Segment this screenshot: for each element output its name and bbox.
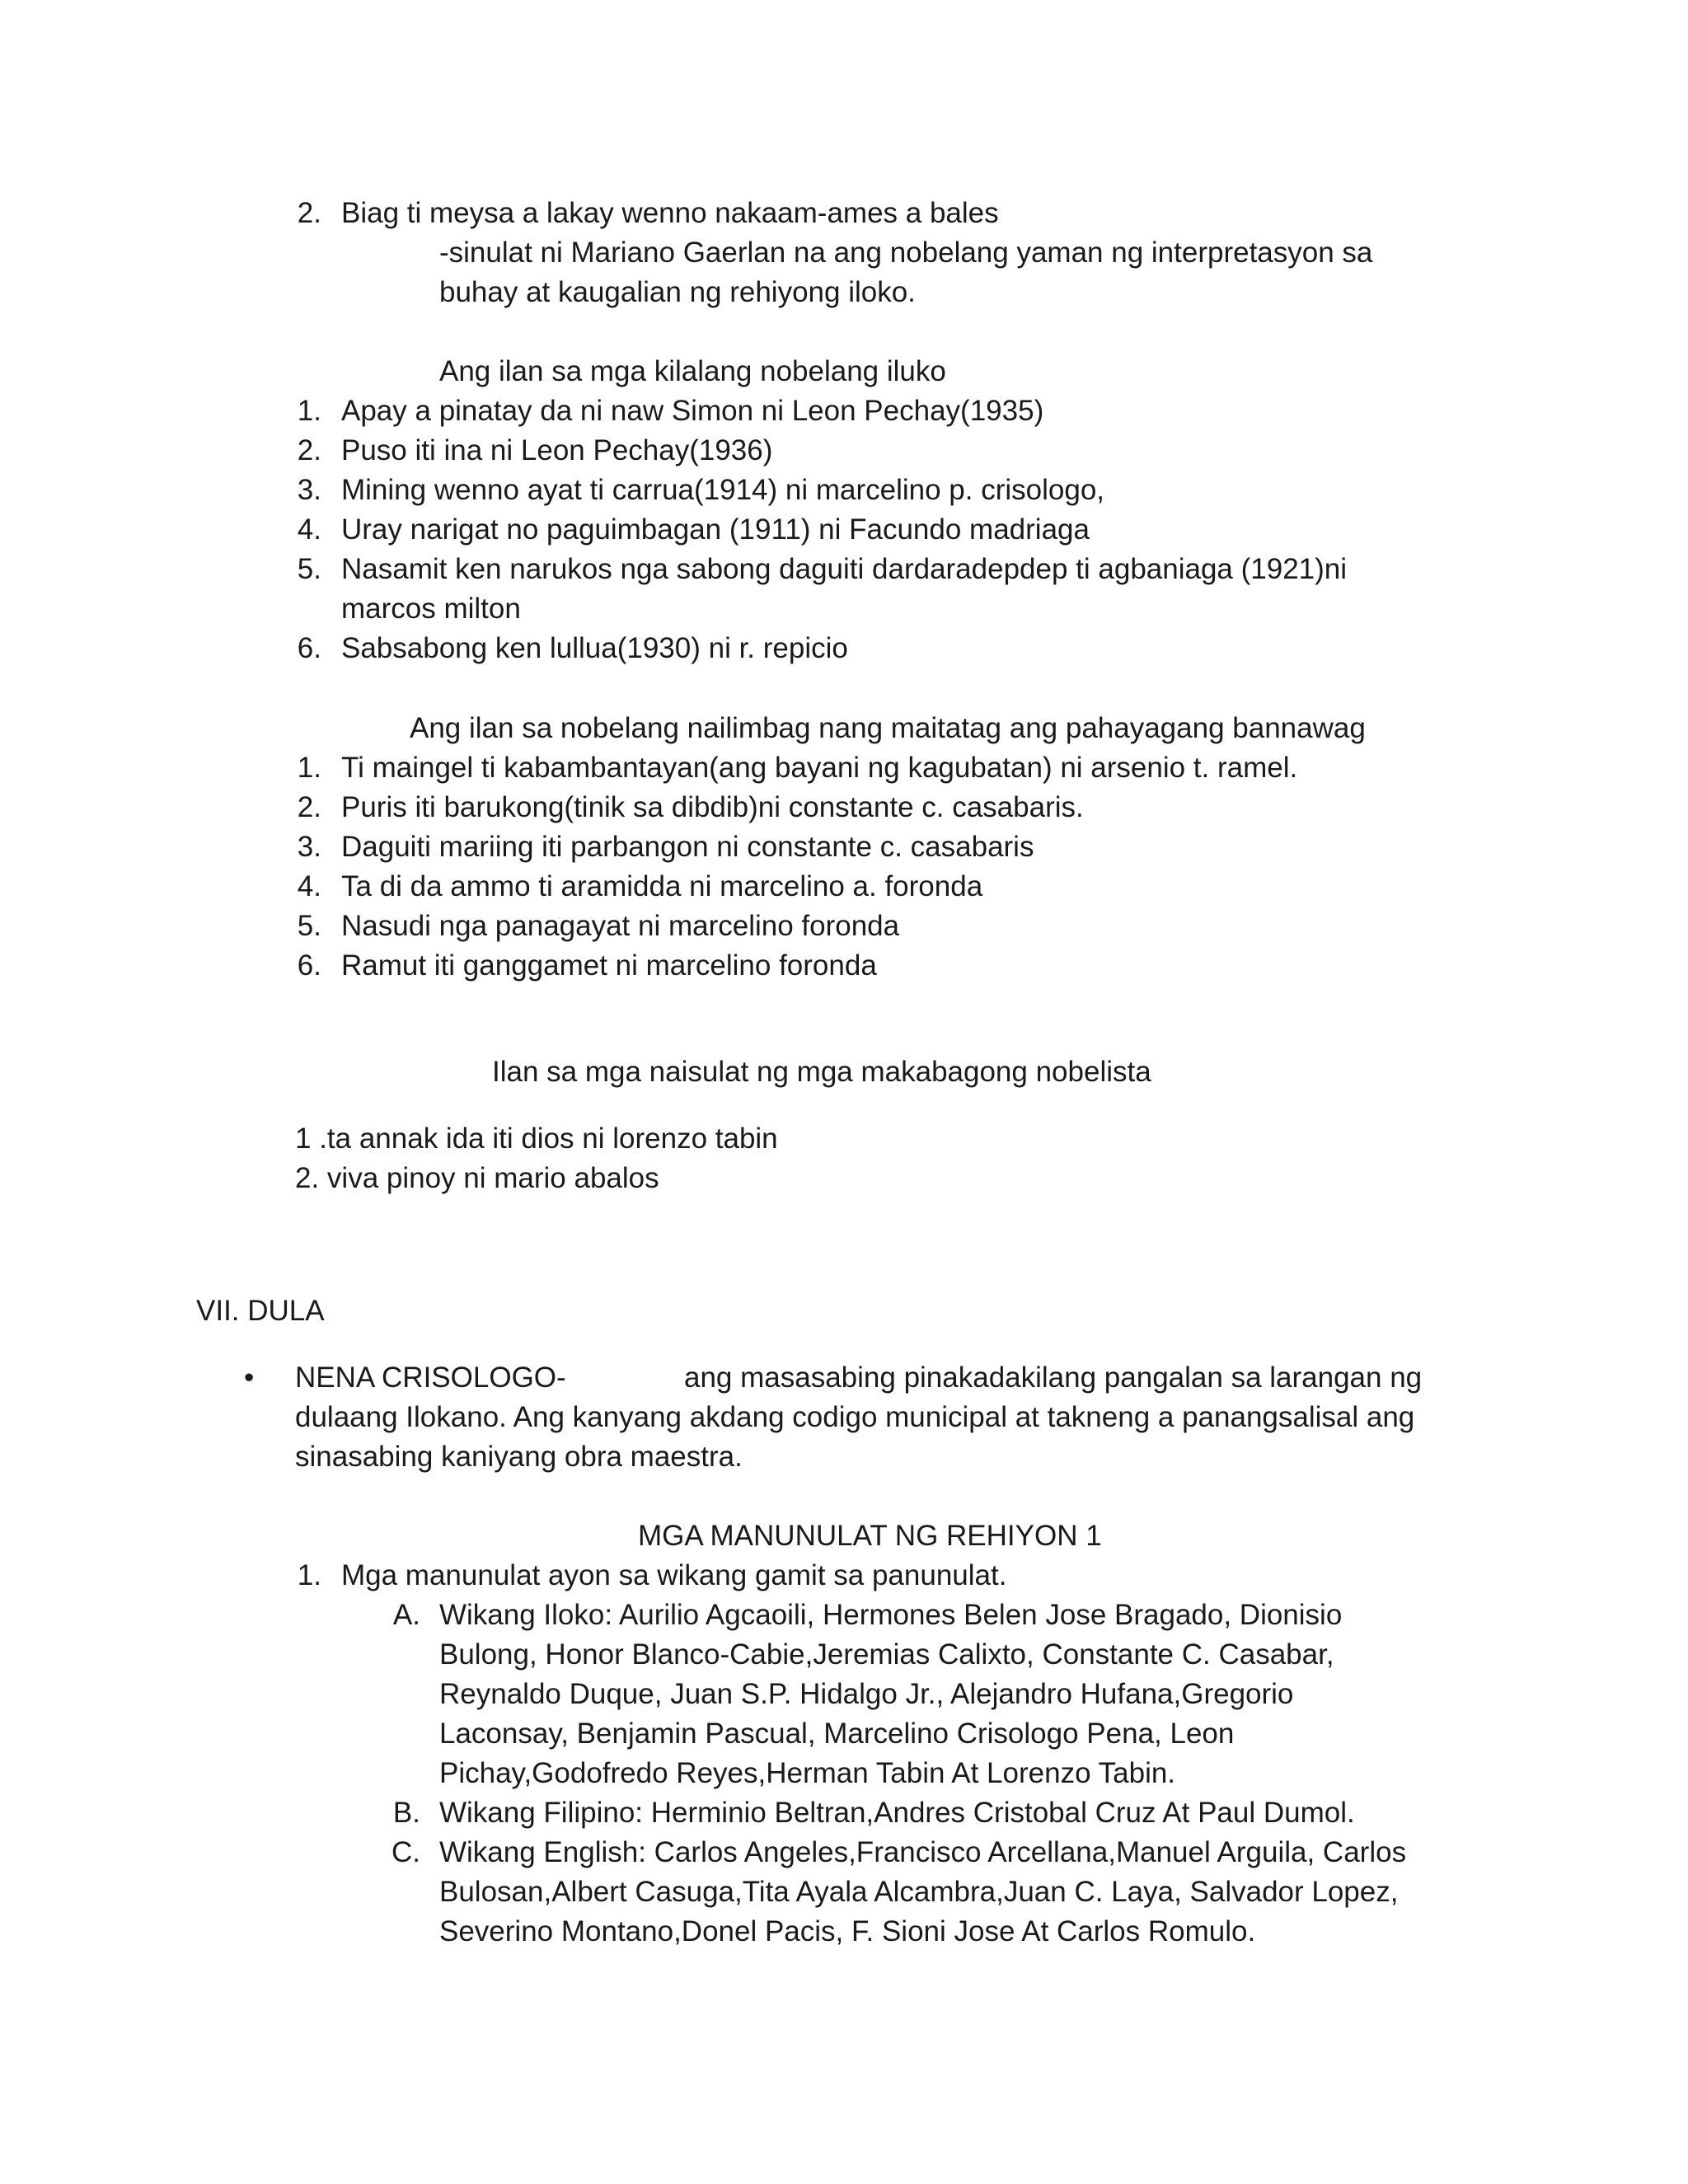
list-number: 4. (297, 870, 321, 902)
sub-list-item: Severino Montano,Donel Pacis, F. Sioni Jose At Carlos Romulo. (439, 1915, 1256, 1947)
list-number: 3. (297, 831, 321, 863)
list-number: 6. (297, 949, 321, 982)
list-item: Mining wenno ayat ti carrua(1914) ni marcelino p. crisologo, (341, 474, 1105, 506)
list-number: 2. (297, 434, 321, 466)
sub-list-item: Pichay,Godofredo Reyes,Herman Tabin At Lorenzo Tabin. (439, 1757, 1176, 1789)
list-item: Mga manunulat ayon sa wikang gamit sa panunulat. (341, 1559, 1007, 1591)
section-heading: Ang ilan sa nobelang nailimbag nang maitatag ang pahayagang bannawag (410, 712, 1366, 744)
list-item: Ti maingel ti kabambantayan(ang bayani ng kagubatan) ni arsenio t. ramel. (341, 752, 1298, 784)
list-item: Puris iti barukong(tinik sa dibdib)ni constante c. casabaris. (341, 791, 1084, 823)
list-number: 3. (297, 474, 321, 506)
bullet-marker: • (244, 1361, 255, 1394)
list-item: 2. viva pinoy ni mario abalos (295, 1162, 659, 1194)
sub-list-item: Bulosan,Albert Casuga,Tita Ayala Alcambra,Juan C. Laya, Salvador Lopez, (439, 1876, 1399, 1908)
playwright-description: ang masasabing pinakadakilang pangalan sa larangan ng (684, 1361, 1423, 1394)
section-heading: VII. DULA (196, 1295, 325, 1327)
list-item: Uray narigat no paguimbagan (1911) ni Facundo madriaga (341, 513, 1090, 546)
list-item: Nasamit ken narukos nga sabong daguiti dardaradepdep ti agbaniaga (1921)ni (341, 553, 1348, 585)
list-item: Daguiti mariing iti parbangon ni constante c. casabaris (341, 831, 1034, 863)
list-number: 4. (297, 513, 321, 546)
list-item: 1 .ta annak ida iti dios ni lorenzo tabin (295, 1122, 778, 1155)
sub-list-item: Wikang Filipino: Herminio Beltran,Andres Cristobal Cruz At Paul Dumol. (439, 1797, 1355, 1829)
list-number: 1. (297, 752, 321, 784)
sub-list-item: Wikang Iloko: Aurilio Agcaoili, Hermones Belen Jose Bragado, Dionisio (439, 1599, 1343, 1631)
list-number: 1. (297, 395, 321, 427)
sub-list-item: Laconsay, Benjamin Pascual, Marcelino Crisologo Pena, Leon (439, 1718, 1235, 1750)
list-number: 2. (297, 791, 321, 823)
playwright-name: NENA CRISOLOGO- (295, 1361, 566, 1394)
list-item-continuation: marcos milton (341, 593, 521, 625)
novel-title: Biag ti meysa a lakay wenno nakaam-ames a bales (341, 197, 999, 229)
section-heading: Ang ilan sa mga kilalang nobelang iluko (439, 355, 946, 387)
list-item: Ta di da ammo ti aramidda ni marcelino a. foronda (341, 870, 983, 902)
section-heading: Ilan sa mga naisulat ng mga makabagong nobelista (492, 1056, 1151, 1088)
playwright-description: sinasabing kaniyang obra maestra. (295, 1441, 743, 1473)
playwright-description: dulaang Ilokano. Ang kanyang akdang codigo municipal at takneng a panangsalisal ang (295, 1401, 1415, 1433)
sub-list-letter: C. (392, 1836, 420, 1868)
novel-description: -sinulat ni Mariano Gaerlan na ang nobelang yaman ng interpretasyon sa (439, 237, 1373, 269)
list-item: Ramut iti ganggamet ni marcelino foronda (341, 949, 877, 982)
list-number: 1. (297, 1559, 321, 1591)
sub-list-letter: B. (392, 1797, 420, 1829)
sub-list-item: Wikang English: Carlos Angeles,Francisco Arcellana,Manuel Arguila, Carlos (439, 1836, 1407, 1868)
sub-list-letter: A. (392, 1599, 420, 1631)
sub-list-item: Bulong, Honor Blanco-Cabie,Jeremias Calixto, Constante C. Casabar, (439, 1638, 1334, 1671)
list-item: Nasudi nga panagayat ni marcelino foronda (341, 910, 900, 942)
list-number: 6. (297, 632, 321, 664)
list-number: 2. (297, 197, 321, 229)
list-item: Puso iti ina ni Leon Pechay(1936) (341, 434, 773, 466)
sub-list-item: Reynaldo Duque, Juan S.P. Hidalgo Jr., Alejandro Hufana,Gregorio (439, 1678, 1294, 1710)
list-item: Apay a pinatay da ni naw Simon ni Leon Pechay(1935) (341, 395, 1044, 427)
list-number: 5. (297, 910, 321, 942)
novel-description: buhay at kaugalian ng rehiyong iloko. (439, 276, 916, 308)
section-heading: MGA MANUNULAT NG REHIYON 1 (638, 1520, 1102, 1552)
list-number: 5. (297, 553, 321, 585)
list-item: Sabsabong ken lullua(1930) ni r. repicio (341, 632, 848, 664)
